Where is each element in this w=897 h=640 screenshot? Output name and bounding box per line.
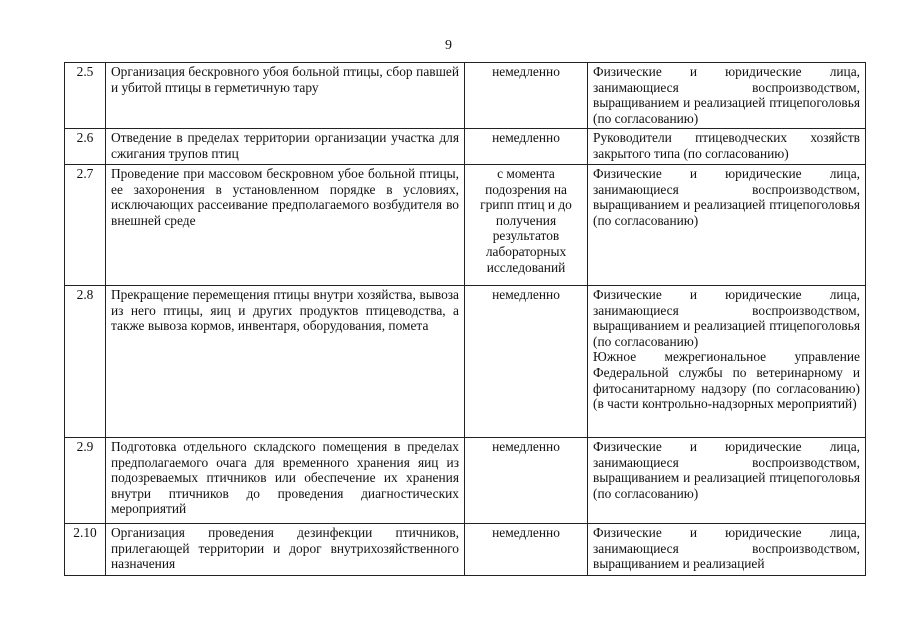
responsible-text (588, 63, 866, 129)
responsible-line: Физические и юридические лица, занимающиеся воспроизводством, выращиванием и реализацией птицепоголовья (по согласованию) (593, 287, 860, 349)
responsible-line: Южное межрегиональное управление Федеральной службы по ветеринарному и фитосанитарному надзору (по согласованию) (в части контрольно-надзорных мероприятий) (593, 349, 860, 412)
term-text: с момента подозрения на грипп птиц и до получения результатов лабораторных исследований (465, 165, 588, 286)
table-row (65, 286, 866, 438)
measures-table (64, 62, 866, 576)
page-number: 9 (445, 38, 452, 53)
responsible-text (588, 524, 866, 576)
responsible-text (588, 165, 866, 286)
responsible-text (588, 129, 866, 165)
row-number: 2.9 (65, 438, 106, 524)
table-row (65, 165, 866, 286)
table-row (65, 63, 866, 129)
table-row (65, 438, 866, 524)
responsible-text (588, 286, 866, 438)
action-text: Организация проведения дезинфекции птичников, прилегающей территории и дорог внутрихозяйственного назначения (106, 524, 465, 576)
responsible-line: Физические и юридические лица, занимающиеся воспроизводством, выращиванием и реализацией птицепоголовья (по согласованию) (593, 439, 860, 501)
table-row (65, 524, 866, 576)
action-text: Подготовка отдельного складского помещения в пределах предполагаемого очага для временного хранения яиц из подозреваемых птичников или обеспечение их хранения внутри птичников до проведения диагностических мероприятий (106, 438, 465, 524)
action-text: Прекращение перемещения птицы внутри хозяйства, вывоза из него птицы, яиц и других продуктов птицеводства, а также вывоза кормов, инвентаря, оборудования, помета (106, 286, 465, 438)
term-text: немедленно (465, 524, 588, 576)
term-text: немедленно (465, 129, 588, 165)
responsible-line: Физические и юридические лица, занимающиеся воспроизводством, выращиванием и реализацией птицепоголовья (по согласованию) (593, 166, 860, 228)
term-text: немедленно (465, 63, 588, 129)
action-text: Отведение в пределах территории организации участка для сжигания трупов птиц (106, 129, 465, 165)
row-number: 2.8 (65, 286, 106, 438)
action-text: Организация бескровного убоя больной птицы, сбор павшей и убитой птицы в герметичную тару (106, 63, 465, 129)
row-number: 2.6 (65, 129, 106, 165)
term-text: немедленно (465, 286, 588, 438)
responsible-line: Физические и юридические лица, занимающиеся воспроизводством, выращиванием и реализацией птицепоголовья (по согласованию) (593, 64, 860, 126)
row-number: 2.10 (65, 524, 106, 576)
row-number: 2.7 (65, 165, 106, 286)
action-text: Проведение при массовом бескровном убое больной птицы, ее захоронения в установленном порядке в условиях, исключающих рассеивание предполагаемого возбудителя во внешней среде (106, 165, 465, 286)
row-number: 2.5 (65, 63, 106, 129)
table-row (65, 129, 866, 165)
responsible-line: Физические и юридические лица, занимающиеся воспроизводством, выращиванием и реализацией (593, 525, 860, 572)
term-text: немедленно (465, 438, 588, 524)
responsible-line: Руководители птицеводческих хозяйств закрытого типа (по согласованию) (593, 130, 860, 161)
responsible-text (588, 438, 866, 524)
